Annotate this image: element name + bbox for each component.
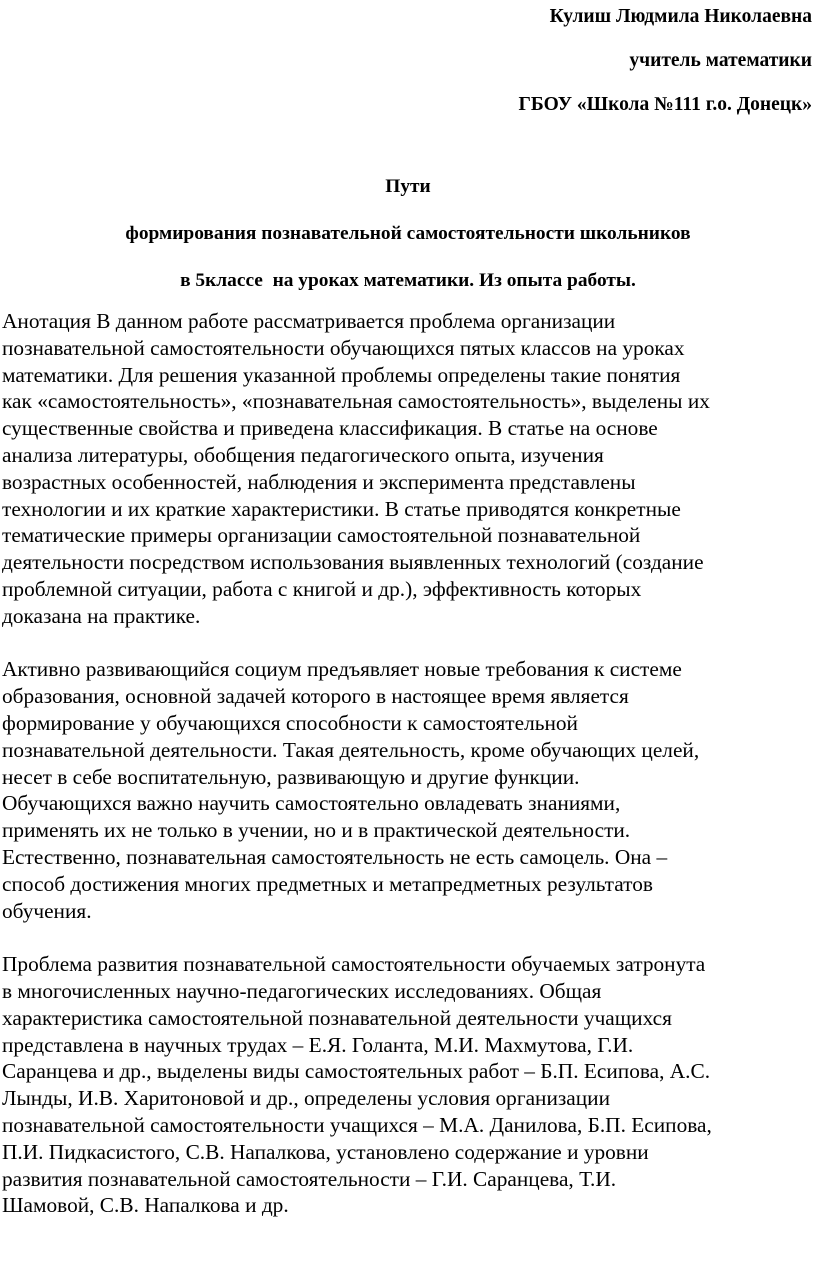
paragraph-line: обучения. [2, 898, 92, 923]
paragraph-line: Анотация В данном работе рассматривается проблема организации [2, 309, 616, 333]
paragraph-line: Шамовой, С.В. Напалкова и др. [2, 1193, 289, 1218]
article-body [2, 308, 816, 1246]
paragraph-line: Проблема развития познавательной самостоятельности обучаемых затронута [2, 952, 706, 977]
paragraph-line: познавательной самостоятельности учащихся – М.А. Данилова, Б.П. Есипова, [2, 1112, 712, 1137]
paragraph-line: характеристика самостоятельной познавательной деятельности учащихся [2, 1005, 672, 1030]
paragraph-line: познавательной самостоятельности обучающихся пятых классов на уроках [2, 335, 685, 360]
author-name: Кулиш Людмила Николаевна [549, 6, 812, 27]
abstract-paragraph [2, 308, 816, 630]
paragraph-line: математики. Для решения указанной проблемы определены такие понятия [2, 362, 681, 387]
title-line-3: в 5классе на уроках математики. Из опыта работы. [180, 270, 636, 291]
paragraph-line: представлена в научных трудах – Е.Я. Голанта, М.И. Махмутова, Г.И. [2, 1032, 634, 1057]
paragraph-line: образования, основной задачей которого в настоящее время является [2, 684, 629, 709]
paragraph-line: как «самостоятельность», «познавательная самостоятельность», выделены их [2, 389, 710, 414]
title-line-2: формирования познавательной самостоятельности школьников [125, 223, 691, 244]
paragraph-line: П.И. Пидкасистого, С.В. Напалкова, установлено содержание и уровни [2, 1139, 649, 1164]
paragraph-line: возрастных особенностей, наблюдения и эксперимента представлены [2, 469, 636, 494]
author-position: учитель математики [629, 50, 812, 71]
author-school: ГБОУ «Школа №111 г.о. Донецк» [518, 94, 812, 115]
research-paragraph [2, 951, 816, 1219]
paragraph-line: применять их не только в учении, но и в практической деятельности. [2, 818, 631, 843]
intro-paragraph [2, 656, 816, 924]
paragraph-line: тематические примеры организации самостоятельной познавательной [2, 523, 641, 548]
paragraph-line: Лынды, И.В. Харитоновой и др., определены условия организации [2, 1086, 610, 1111]
paragraph-line: Обучающихся важно научить самостоятельно овладевать знаниями, [2, 791, 621, 816]
paragraph-line: деятельности посредством использования выявленных технологий (создание [2, 550, 704, 575]
article-title [0, 170, 816, 311]
paragraph-line: Активно развивающийся социум предъявляет новые требования к системе [2, 657, 682, 682]
paragraph-line: несет в себе воспитательную, развивающую и другие функции. [2, 764, 580, 789]
paragraph-line: познавательной деятельности. Такая деятельность, кроме обучающих целей, [2, 737, 700, 762]
author-block [519, 2, 813, 134]
paragraph-line: анализа литературы, обобщения педагогического опыта, изучения [2, 442, 604, 467]
paragraph-line: проблемной ситуации, работа с книгой и др.), эффективность которых [2, 576, 642, 601]
paragraph-line: в многочисленных научно-педагогических исследованиях. Общая [2, 978, 602, 1003]
paragraph-line: технологии и их краткие характеристики. В статье приводятся конкретные [2, 496, 681, 521]
paragraph-line: существенные свойства и приведена классификация. В статье на основе [2, 416, 658, 441]
paragraph-line: формирование у обучающихся способности к самостоятельной [2, 710, 578, 735]
paragraph-line: развития познавательной самостоятельности – Г.И. Саранцева, Т.И. [2, 1166, 617, 1191]
paragraph-line: Саранцева и др., выделены виды самостоятельных работ – Б.П. Есипова, А.С. [2, 1059, 711, 1084]
paragraph-line: доказана на практике. [2, 603, 201, 628]
paragraph-line: способ достижения многих предметных и метапредметных результатов [2, 871, 653, 896]
title-line-1: Пути [385, 176, 431, 197]
paragraph-line: Естественно, познавательная самостоятельность не есть самоцель. Она – [2, 844, 668, 869]
